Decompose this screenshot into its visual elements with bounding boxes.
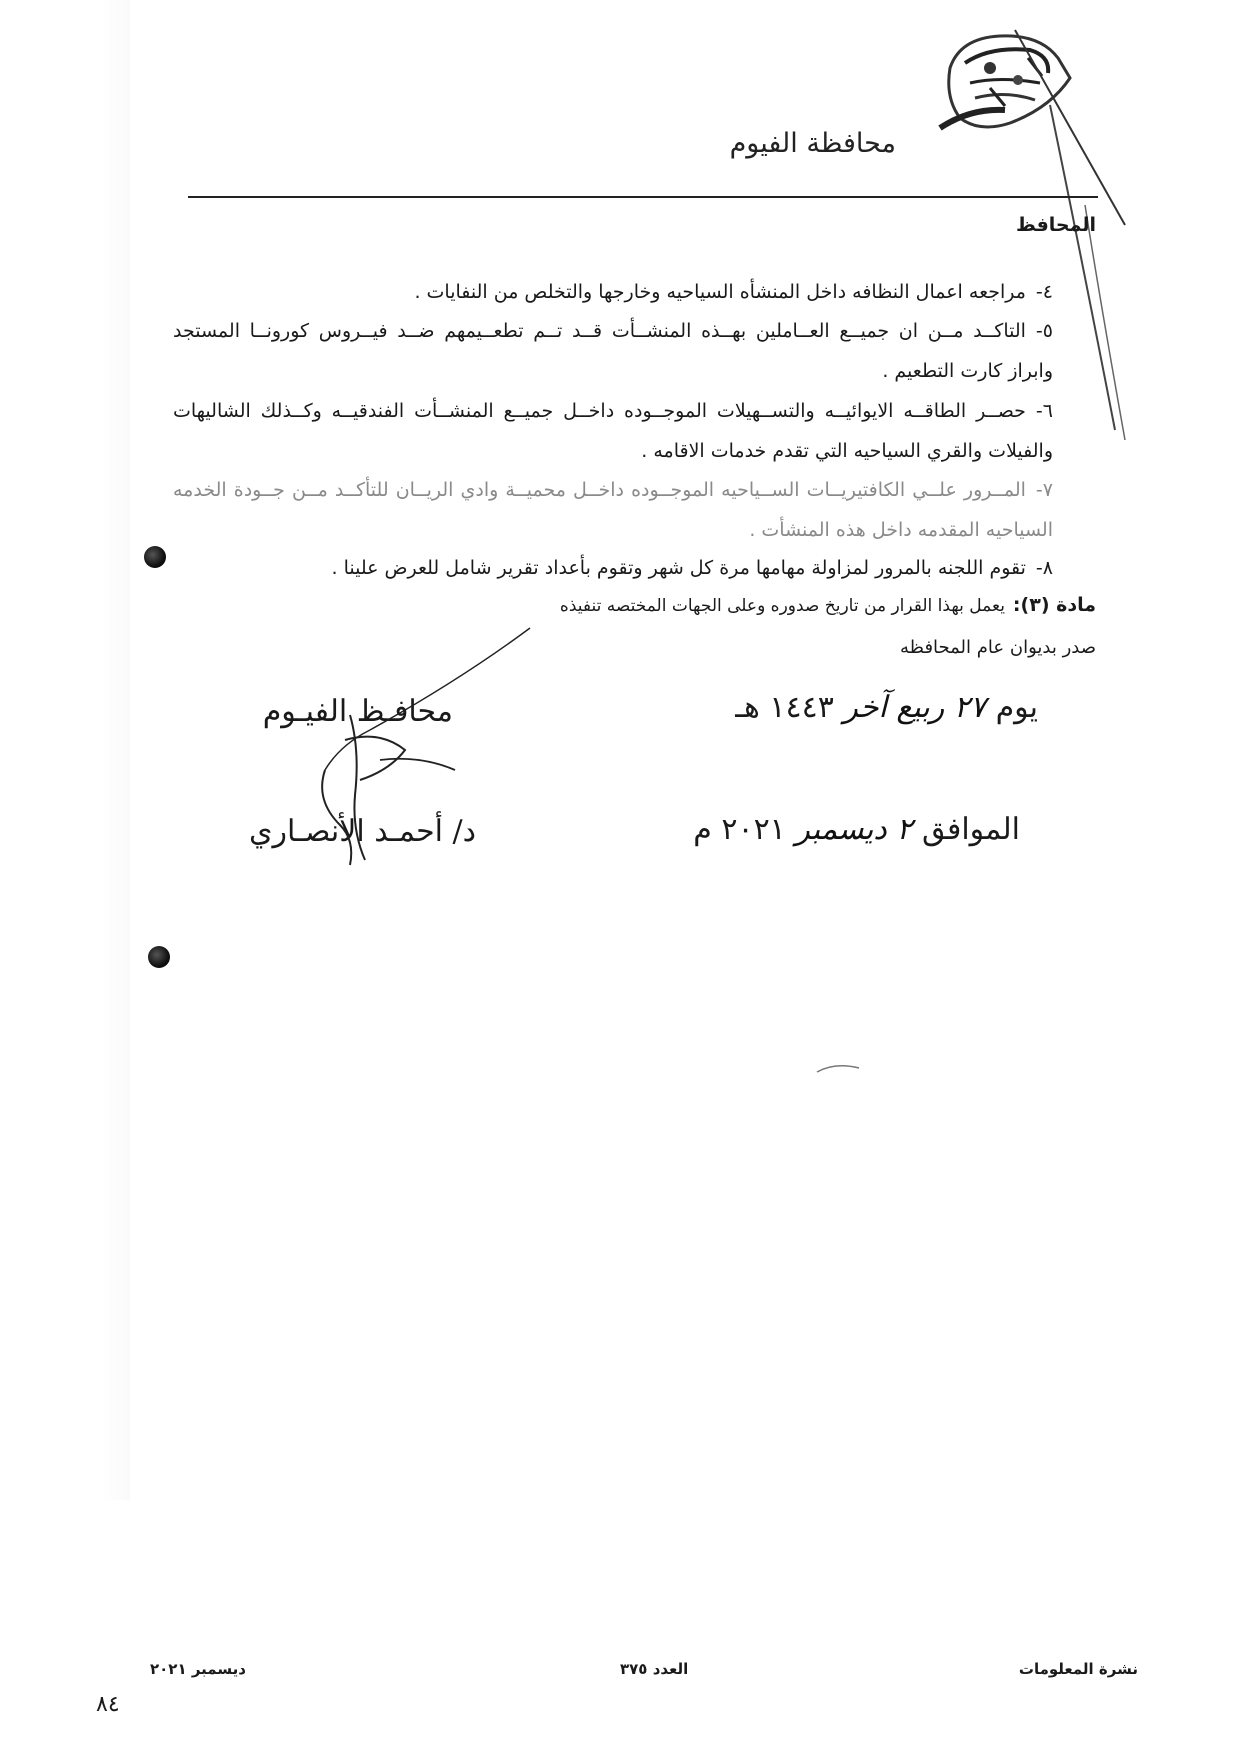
article-text: يعمل بهذا القرار من تاريخ صدوره وعلى الجهات المختصه تنفيذه <box>559 596 1005 616</box>
clause-text: مراجعه اعمال النظافه داخل المنشأه السياحيه وخارجها والتخلص من النفايات . <box>414 281 1026 303</box>
footer-publication: نشرة المعلومات <box>1018 1660 1138 1678</box>
clause-text: التاكــد مــن ان جميــع العــاملين بهــذه المنشــأت قــد تــم تطعــيمهم ضــد فيــروس كورونــا المستجد وابراز كارت التطعيم . <box>173 320 1053 382</box>
punch-hole <box>144 546 166 568</box>
gregorian-prefix: الموافق <box>921 812 1020 847</box>
page-number: ٨٤ <box>96 1692 120 1717</box>
faint-scan-mark <box>815 1060 861 1074</box>
clause-text: حصــر الطاقــه الايوائيــه والتســهيلات الموجــوده داخــل جميــع المنشــأت الفندقيــه وكــذلك الشاليهات والفيلات والقري السياحيه التي تقدم خدمات الاقامه . <box>173 400 1053 462</box>
punch-hole <box>148 946 170 968</box>
clause-8 <box>173 548 1053 588</box>
gregorian-date <box>693 812 1020 847</box>
organization-name: محافظة الفيوم <box>729 128 896 159</box>
scan-shading <box>100 0 130 1500</box>
hijri-prefix: يوم <box>995 690 1038 725</box>
hijri-handwritten-date: ٢٧ ربيع آخر <box>843 690 987 725</box>
signatory-title: محافـظ الفيـوم <box>262 694 453 729</box>
gregorian-handwritten-date: ٢ ديسمبر <box>795 812 913 847</box>
clause-5 <box>173 311 1053 391</box>
clause-7 <box>173 470 1053 550</box>
issued-at: صدر بديوان عام المحافظه <box>900 637 1096 658</box>
clause-4 <box>173 272 1053 312</box>
governorate-seal-stamp <box>930 28 1080 138</box>
header-divider <box>188 196 1098 198</box>
article-3 <box>560 594 1096 616</box>
article-label: مادة (٣): <box>1012 594 1096 616</box>
section-heading: المحافظ <box>1016 214 1096 236</box>
hijri-date <box>735 690 1038 725</box>
clause-text: تقوم اللجنه بالمرور لمزاولة مهامها مرة كل شهر وتقوم بأعداد تقرير شامل للعرض علينا . <box>331 557 1026 579</box>
handwritten-signature <box>230 620 560 880</box>
gregorian-year: ٢٠٢١ م <box>693 812 786 847</box>
clause-6 <box>173 391 1053 471</box>
signatory-name: د/ أحمـد الأنصـاري <box>248 814 476 849</box>
clause-number: ٤- <box>1035 281 1053 303</box>
clause-text: المــرور علــي الكافتيريــات الســياحيه الموجــوده داخــل محميــة وادي الريــان للتأكــد مــن جــودة الخدمه السياحيه المقدمه داخل هذه المنشأت . <box>173 479 1053 541</box>
footer-issue: العدد ٣٧٥ <box>620 1660 689 1678</box>
clause-number: ٦- <box>1035 400 1053 422</box>
clause-number: ٥- <box>1035 320 1053 342</box>
clause-number: ٨- <box>1035 557 1053 579</box>
clause-number: ٧- <box>1035 479 1053 501</box>
hijri-year: ١٤٤٣ هـ <box>735 690 834 725</box>
footer-date: ديسمبر ٢٠٢١ <box>150 1660 246 1678</box>
